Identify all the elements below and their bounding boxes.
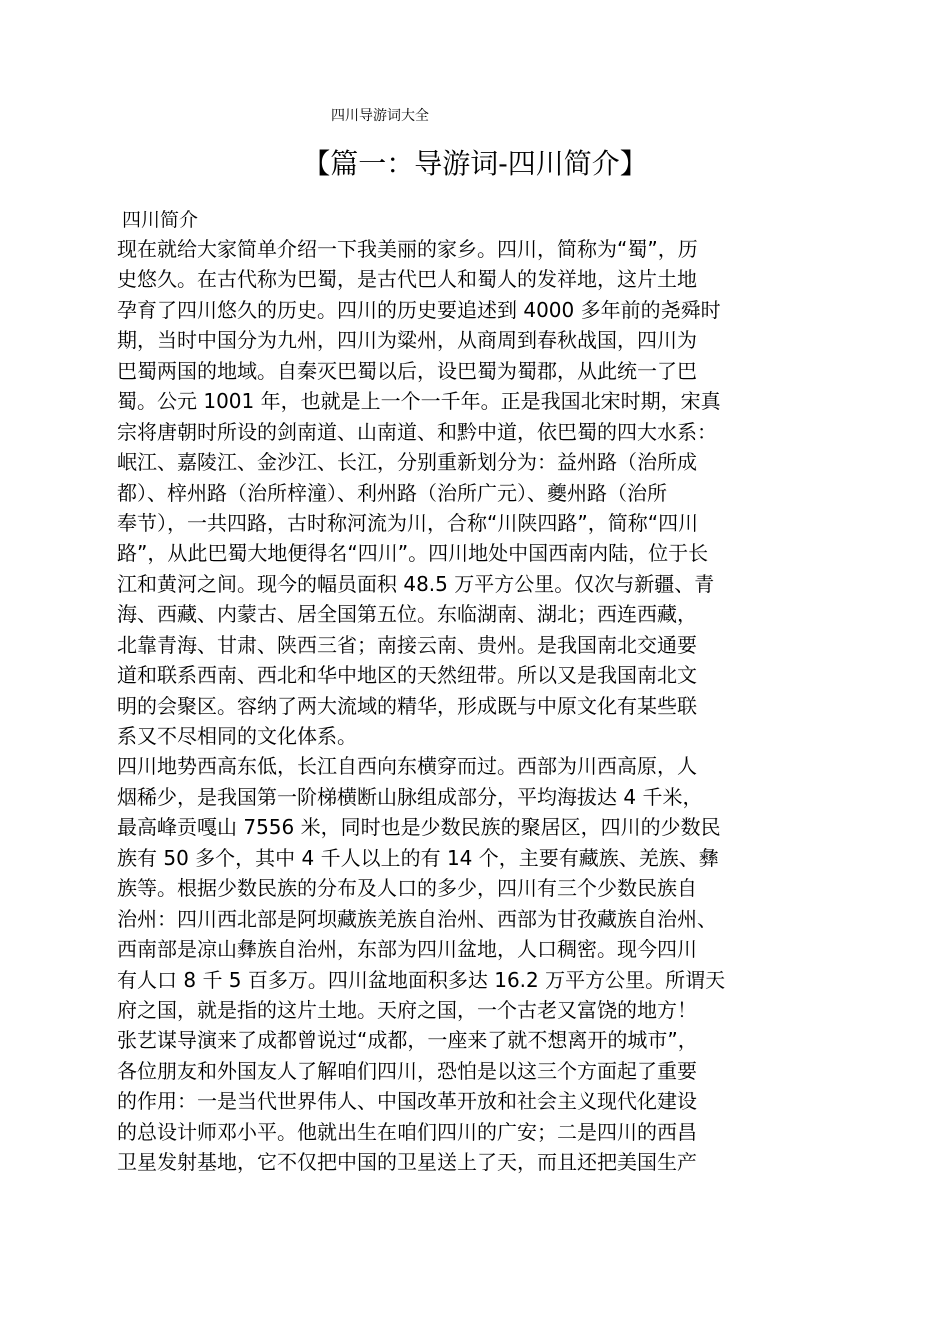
body-line: 期，当时中国分为九州，四川为粱州，从商周到春秋战国，四川为 — [117, 328, 697, 353]
body-line: 府之国，就是指的这片土地。天府之国，一个古老又富饶的地方！ — [117, 997, 697, 1022]
body-line: 各位朋友和外国友人了解咱们四川，恐怕是以这三个方面起了重要 — [117, 1058, 697, 1083]
body-line: 都）、梓州路（治所梓潼）、利州路（治所广元）、夔州路（治所 — [117, 480, 667, 505]
page-header-text: 四川导游词大全 — [331, 108, 429, 124]
body-line: 奉节），一共四路，古时称河流为川，合称“川陕四路”，简称“四川 — [117, 510, 699, 535]
body-line: 卫星发射基地，它不仅把中国的卫星送上了天，而且还把美国生产 — [117, 1150, 697, 1175]
body-line: 蜀。公元 1001 年，也就是上一个一千年。正是我国北宋时期，宋真 — [117, 389, 721, 414]
body-line: 史悠久。在古代称为巴蜀，是古代巴人和蜀人的发祥地，这片土地 — [117, 267, 697, 292]
body-line: 岷江、嘉陵江、金沙江、长江，分别重新划分为：益州路（治所成 — [117, 450, 697, 475]
section-subtitle: 四川简介 — [122, 209, 199, 231]
body-line: 有人口 8 千 5 百多万。四川盆地面积多达 16.2 万平方公里。所谓天 — [117, 967, 726, 992]
body-line: 江和黄河之间。现今的幅员面积 48.5 万平方公里。仅次与新疆、青 — [117, 571, 715, 596]
body-line: 明的会聚区。容纳了两大流域的精华，形成既与中原文化有某些联 — [117, 693, 697, 718]
body-line: 族等。根据少数民族的分布及人口的多少，四川有三个少数民族自 — [117, 876, 697, 901]
document-title: 【篇一：导游词-四川简介】 — [302, 147, 648, 180]
body-line: 张艺谋导演来了成都曾说过“成都，一座来了就不想离开的城市”， — [117, 1028, 698, 1053]
body-line: 族有 50 多个，其中 4 千人以上的有 14 个，主要有藏族、羌族、彝 — [117, 845, 719, 870]
body-line: 孕育了四川悠久的历史。四川的历史要追述到 4000 多年前的尧舜时 — [117, 297, 721, 322]
body-line: 道和联系西南、西北和华中地区的天然纽带。所以又是我国南北文 — [117, 663, 697, 688]
body-line: 的作用：一是当代世界伟人、中国改革开放和社会主义现代化建设 — [117, 1089, 697, 1114]
document-body — [117, 234, 833, 1178]
body-line: 海、西藏、内蒙古、居全国第五位。东临湖南、湖北；西连西藏， — [117, 602, 697, 627]
body-line: 北靠青海、甘肃、陕西三省；南接云南、贵州。是我国南北交通要 — [117, 632, 697, 657]
body-line: 现在就给大家简单介绍一下我美丽的家乡。四川，简称为“蜀”，历 — [117, 237, 698, 261]
body-line: 治州：四川西北部是阿坝藏族羌族自治州、西部为甘孜藏族自治州、 — [117, 906, 717, 931]
body-line: 的总设计师邓小平。他就出生在咱们四川的广安；二是四川的西昌 — [117, 1119, 697, 1144]
body-line: 西南部是凉山彝族自治州，东部为四川盆地，人口稠密。现今四川 — [117, 937, 697, 962]
body-line: 最高峰贡嘎山 7556 米，同时也是少数民族的聚居区，四川的少数民 — [117, 815, 721, 840]
body-line: 路”，从此巴蜀大地便得名“四川”。四川地处中国西南内陆，位于长 — [117, 541, 709, 566]
body-line: 烟稀少，是我国第一阶梯横断山脉组成部分，平均海拔达 4 千米， — [117, 784, 703, 809]
body-line: 宗将唐朝时所设的剑南道、山南道、和黔中道，依巴蜀的四大水系： — [117, 419, 717, 444]
body-line: 巴蜀两国的地域。自秦灭巴蜀以后，设巴蜀为蜀郡，从此统一了巴 — [117, 358, 697, 383]
body-line: 系又不尽相同的文化体系。 — [117, 724, 357, 748]
body-line: 四川地势西高东低，长江自西向东横穿而过。西部为川西高原，人 — [117, 754, 697, 779]
